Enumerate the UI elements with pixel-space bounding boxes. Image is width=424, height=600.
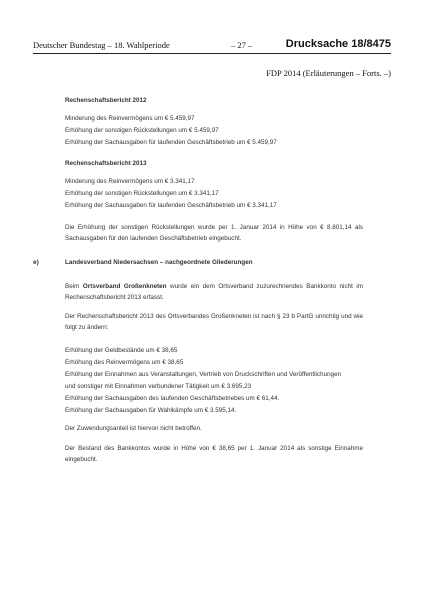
document-prefix: Drucksache bbox=[285, 38, 352, 50]
report-2013-note: Die Erhöhung der sonstigen Rückstellungen wurde per 1. Januar 2014 in Höhe von € 8.801,14 als Sachausgaben für den laufenden Geschäftsbetrieb eingebucht. bbox=[65, 224, 363, 242]
report-2012-line: Minderung des Reinvermögens um € 5.459,97 bbox=[65, 115, 195, 122]
section-heading: Landesverband Niedersachsen – nachgeordnete Gliederungen bbox=[65, 259, 253, 266]
report-2012-line: Erhöhung der sonstigen Rückstellungen um € 5.459,97 bbox=[65, 127, 219, 134]
change-line: Erhöhung der Einnahmen aus Veranstaltungen, Vertrieb von Druckschriften und Veröffentlichungen bbox=[65, 371, 342, 378]
change-line: Erhöhung der Sachausgaben des laufenden Geschäftsbetriebes um € 61,44. bbox=[65, 395, 280, 402]
page-number: – 27 – bbox=[231, 40, 253, 50]
report-2012-heading: Rechenschaftsbericht 2012 bbox=[65, 97, 147, 104]
change-line: Erhöhung der Geldbestände um € 38,65 bbox=[65, 347, 178, 354]
paragraph-prefix: Beim bbox=[65, 283, 83, 290]
report-2013-line: Erhöhung der Sachausgaben für laufenden Geschäftsbetrieb um € 3.341,17 bbox=[65, 202, 277, 209]
document-id: 18/8475 bbox=[351, 38, 391, 50]
change-line: Erhöhung des Reinvermögens um € 38,65 bbox=[65, 359, 184, 366]
report-2012-line: Erhöhung der Sachausgaben für laufenden Geschäftsbetrieb um € 5.459,97 bbox=[65, 139, 277, 146]
change-line: und sonstiger mit Einnahmen verbundener Tätigkeit um € 3.695,23 bbox=[65, 383, 252, 390]
page-header bbox=[33, 38, 391, 52]
section-marker: e) bbox=[33, 259, 39, 266]
header-parliament: Deutscher Bundestag – 18. Wahlperiode bbox=[33, 40, 170, 50]
paragraph-rest: wurde ein dem Ortsverband zuzurechnendes Bankkonto nicht im Rechenschaftsbericht 2013 erfasst. bbox=[65, 283, 364, 301]
paragraph-correction: Der Rechenschaftsbericht 2013 des Ortsverbandes Großenkneten ist nach § 23 b PartG unrichtig und wie folgt zu ändern: bbox=[65, 313, 363, 331]
change-line: Erhöhung der Sachausgaben für Wahlkämpfe um € 3.595,14. bbox=[65, 407, 237, 414]
ortsverband-name: Ortsverband Großenkneten bbox=[82, 283, 167, 290]
paragraph-bank-account bbox=[65, 281, 363, 303]
paragraph-donations: Der Zuwendungsanteil ist hiervon nicht betroffen. bbox=[65, 425, 202, 432]
page-subtitle: FDP 2014 (Erläuterungen – Forts. –) bbox=[266, 68, 391, 78]
paragraph-booking: Der Bestand des Bankkontos wurde in Höhe von € 38,65 per 1. Januar 2014 als sonstige Einnahme eingebucht. bbox=[65, 445, 363, 463]
report-2013-heading: Rechenschaftsbericht 2013 bbox=[65, 160, 147, 167]
document-number bbox=[286, 38, 391, 50]
header-rule bbox=[33, 53, 391, 54]
report-2013-line: Minderung des Reinvermögens um € 3.341,17 bbox=[65, 178, 195, 185]
report-2013-line: Erhöhung der sonstigen Rückstellungen um € 3.341,17 bbox=[65, 190, 219, 197]
